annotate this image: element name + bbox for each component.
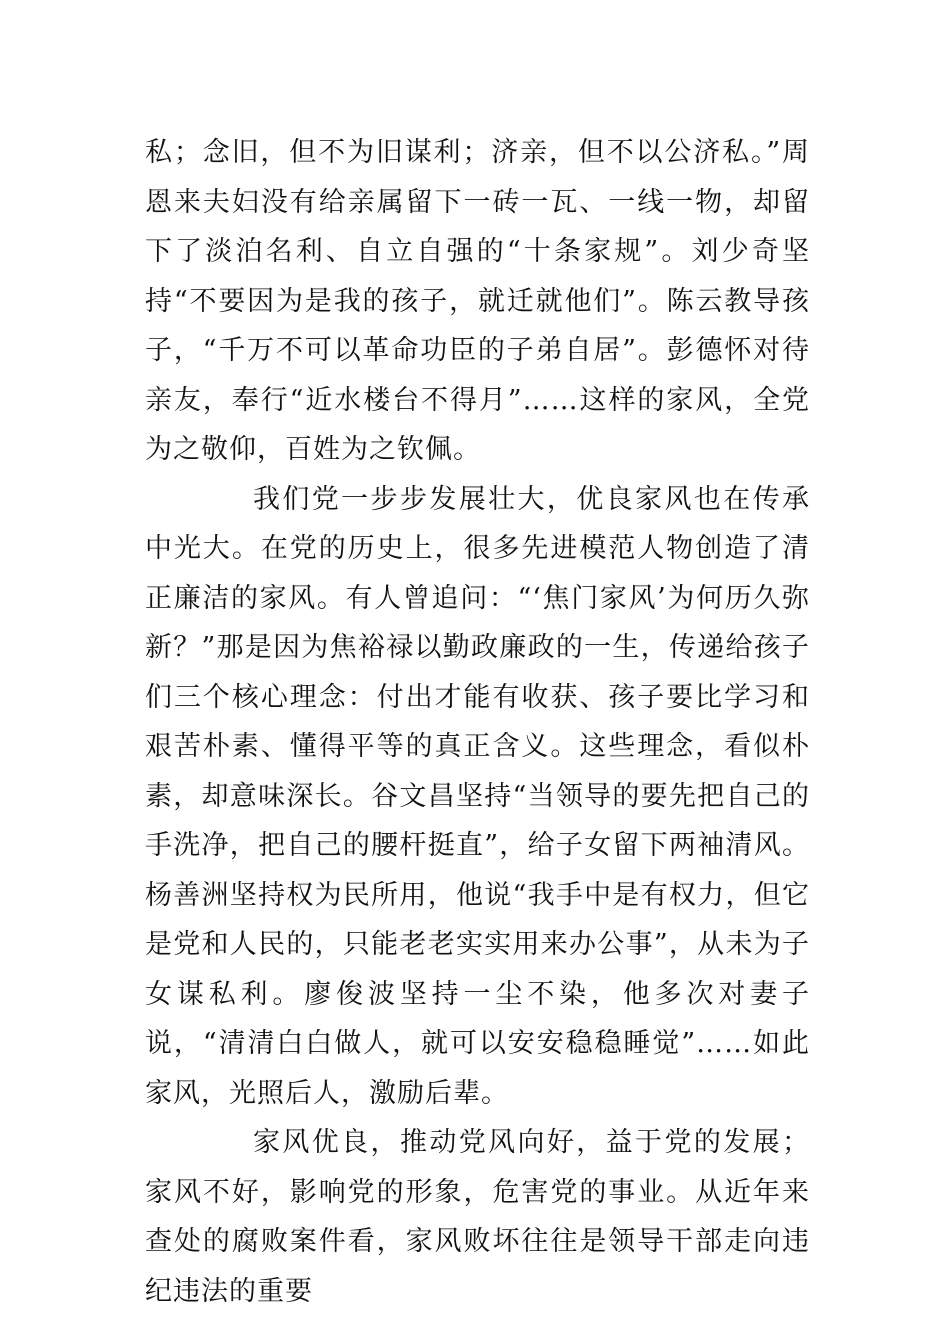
document-body bbox=[145, 128, 810, 1316]
paragraph-2: 我们党一步步发展壮大，优良家风也在传承中光大。在党的历史上，很多先进模范人物创造了清正廉洁的家风。有人曾追问：“‘焦门家风’为何历久弥新？”那是因为焦裕禄以勤政廉政的一生，传递给孩子们三个核心理念：付出才能有收获、孩子要比学习和艰苦朴素、懂得平等的真正含义。这些理念，看似朴素，却意味深长。谷文昌坚持“当领导的要先把自己的手洗净，把自己的腰杆挺直”，给子女留下两袖清风。杨善洲坚持权为民所用，他说“我手中是有权力，但它是党和人民的，只能老老实实用来办公事”，从未为子女谋私利。廖俊波坚持一尘不染，他多次对妻子说，“清清白白做人，就可以安安稳稳睡觉”……如此家风，光照后人，激励后辈。 bbox=[145, 483, 810, 1109]
paragraph-3: 家风优良，推动党风向好，益于党的发展；家风不好，影响党的形象，危害党的事业。从近年来查处的腐败案件看，家风败坏往往是领导干部走向违纪违法的重要 bbox=[145, 1127, 810, 1307]
paragraph-1: 私；念旧，但不为旧谋利；济亲，但不以公济私。”周恩来夫妇没有给亲属留下一砖一瓦、一线一物，却留下了淡泊名利、自立自强的“十条家规”。刘少奇坚持“不要因为是我的孩子，就迁就他们”。陈云教导孩子，“千万不可以革命功臣的子弟自居”。彭德怀对待亲友，奉行“近水楼台不得月”……这样的家风，全党为之敬仰，百姓为之钦佩。 bbox=[145, 137, 810, 465]
